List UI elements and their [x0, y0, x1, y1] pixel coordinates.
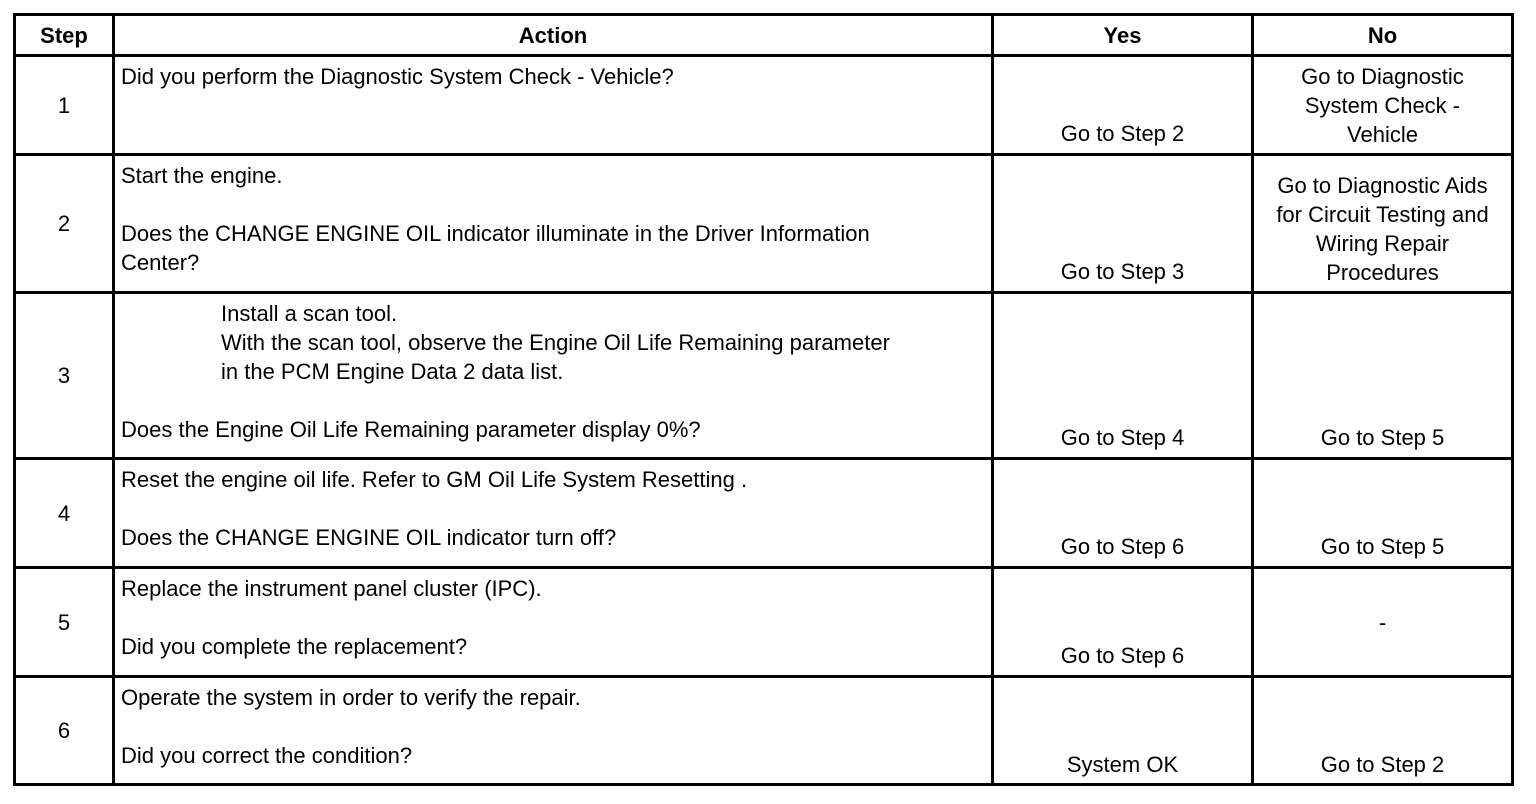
no-result	[1254, 750, 1511, 779]
action-line: in the PCM Engine Data 2 data list.	[221, 359, 564, 384]
action-text	[121, 683, 985, 770]
no-result	[1254, 423, 1511, 452]
table-border-right	[1511, 13, 1514, 785]
action-line: Start the engine.	[121, 163, 283, 188]
no-result	[1254, 532, 1511, 561]
action-line: Install a scan tool.	[221, 301, 398, 326]
no-line: for Circuit Testing and	[1276, 202, 1489, 227]
action-text	[121, 161, 985, 277]
no-result	[1254, 569, 1511, 675]
step-number: 3	[57, 363, 71, 388]
step-number: 6	[57, 718, 71, 743]
yes-result: Go to Step 6	[1060, 643, 1185, 668]
action-line: Does the CHANGE ENGINE OIL indicator illuminate in the Driver Information	[121, 221, 870, 246]
header-no: No	[1367, 22, 1398, 48]
action-line: Replace the instrument panel cluster (IPC).	[121, 576, 542, 601]
no-line: Wiring Repair	[1315, 231, 1450, 256]
step-number: 1	[57, 92, 71, 118]
action-text	[121, 299, 985, 444]
action-line: Did you perform the Diagnostic System Check - Vehicle?	[121, 64, 674, 89]
no-line: Procedures	[1326, 260, 1439, 285]
action-text	[121, 574, 985, 661]
row-divider	[13, 457, 1514, 460]
no-result	[1254, 62, 1511, 149]
action-line: Did you complete the replacement?	[121, 634, 468, 659]
yes-result: Go to Step 4	[1060, 425, 1185, 450]
action-text	[121, 465, 985, 552]
yes-result: Go to Step 6	[1060, 534, 1185, 559]
step-number: 2	[57, 211, 71, 236]
row-divider	[13, 675, 1514, 678]
no-line: Go to Step 2	[1320, 752, 1445, 777]
no-line: Go to Diagnostic	[1301, 64, 1464, 89]
header-action: Action	[518, 22, 588, 48]
action-line: Does the Engine Oil Life Remaining parameter display 0%?	[121, 417, 701, 442]
action-line: Reset the engine oil life. Refer to GM Oil Life System Resetting .	[121, 467, 748, 492]
action-line: Center?	[121, 250, 200, 275]
row-divider	[13, 153, 1514, 156]
table-border-bottom	[13, 783, 1514, 786]
yes-result: System OK	[1066, 752, 1179, 777]
action-line: Did you correct the condition?	[121, 743, 413, 768]
action-line: Does the CHANGE ENGINE OIL indicator turn off?	[121, 525, 617, 550]
step-number: 5	[57, 609, 71, 635]
no-line: Go to Diagnostic Aids	[1277, 173, 1488, 198]
header-yes: Yes	[1103, 22, 1142, 48]
step-number: 4	[57, 500, 71, 526]
action-line: With the scan tool, observe the Engine Oil Life Remaining parameter	[221, 330, 890, 355]
row-divider	[13, 54, 1514, 57]
row-divider	[13, 291, 1514, 294]
action-line: Operate the system in order to verify the repair.	[121, 685, 581, 710]
no-line: System Check -	[1304, 93, 1461, 118]
no-line: Go to Step 5	[1320, 425, 1445, 450]
no-line: Vehicle	[1347, 122, 1418, 147]
no-line: Go to Step 5	[1320, 534, 1445, 559]
header-step: Step	[40, 22, 88, 48]
column-divider	[112, 13, 115, 785]
no-result	[1254, 171, 1511, 287]
action-text	[121, 62, 985, 91]
yes-result: Go to Step 3	[1060, 259, 1185, 284]
no-line: -	[1378, 609, 1387, 635]
yes-result: Go to Step 2	[1060, 121, 1185, 146]
